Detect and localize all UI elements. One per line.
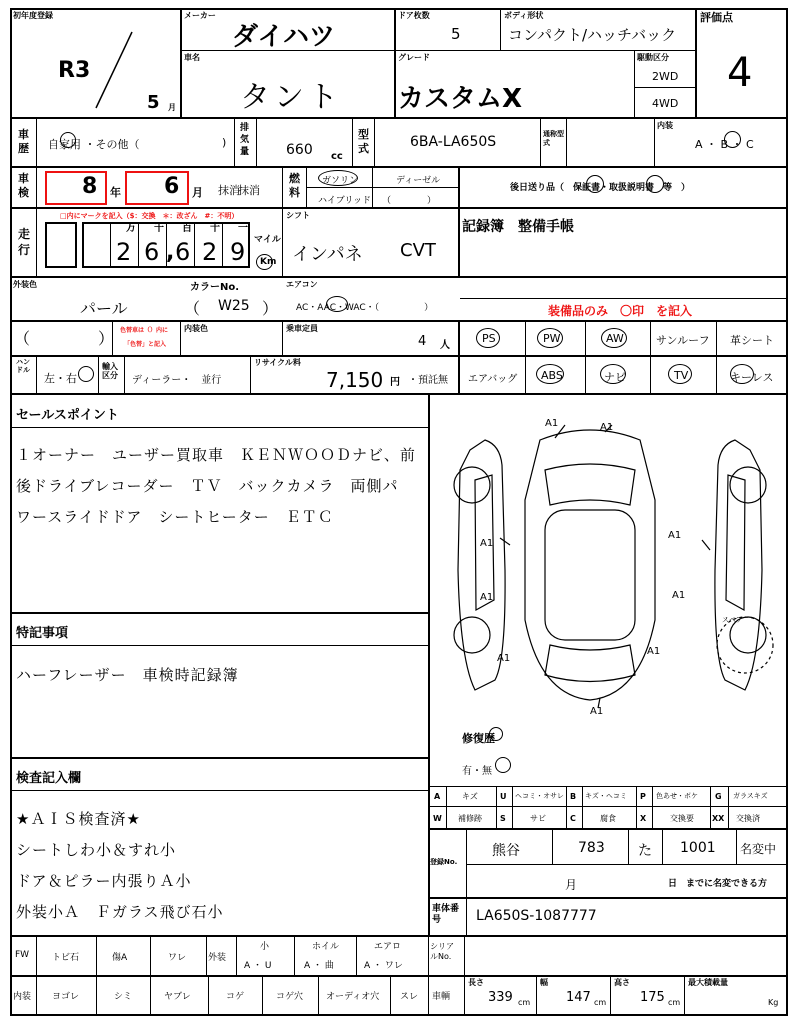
legend-text: ガラスキズ — [733, 792, 768, 800]
mileage-label: 走行 — [18, 227, 31, 257]
divider — [318, 976, 319, 1016]
equipment-sunroof: サンルーフ — [656, 334, 710, 347]
registration-kana: た — [638, 843, 652, 859]
interior-label: 内装 — [657, 121, 673, 130]
divider — [428, 394, 430, 936]
divider — [525, 321, 526, 393]
ac-label: エアコン — [286, 280, 318, 289]
legend-code: C — [570, 814, 576, 823]
handle-value: 左・右 — [44, 372, 77, 385]
legend-text: キズ・ヘコミ — [585, 792, 627, 800]
circle-mark — [60, 132, 76, 148]
color-no-paren-close: ） — [262, 299, 279, 318]
doors-label: ドア枚数 — [398, 11, 430, 20]
inspection-lines — [16, 804, 426, 928]
divider — [736, 830, 737, 864]
divider — [36, 936, 37, 1016]
special-title: 特記事項 — [16, 626, 69, 641]
divider — [634, 50, 635, 118]
divider — [234, 118, 235, 166]
shaken-month: 6 — [164, 174, 180, 199]
first-reg-era: R3 — [58, 58, 91, 83]
sales-title: セールスポイント — [16, 408, 119, 423]
divider — [650, 321, 651, 393]
circle-mark — [256, 254, 273, 270]
drive-label: 駆動区分 — [637, 53, 669, 62]
unit-ichi: 一 — [238, 223, 248, 234]
circle-mark — [318, 170, 358, 186]
divider — [10, 975, 788, 977]
divider — [634, 87, 696, 88]
recycle-label: リサイクル料 — [254, 358, 301, 367]
car-diagram — [440, 410, 780, 710]
length-value: 339 — [488, 990, 513, 1005]
history-close: ) — [222, 136, 227, 149]
body-label: ボディ形状 — [504, 11, 544, 20]
height-unit: cm — [668, 998, 681, 1007]
divider — [96, 936, 97, 1016]
month-unit: 月 — [192, 186, 203, 199]
sales-line: ワースライドドア シートヒーター ＥＴＣ — [16, 508, 334, 526]
ac-value: AC・AAC・WAC・（ ） — [296, 303, 434, 313]
divider — [428, 806, 788, 807]
color-no-paren-open: （ — [184, 299, 201, 318]
legend-text: サビ — [530, 814, 546, 823]
divider — [256, 118, 257, 166]
fuel-gas: ガソリン — [322, 176, 359, 186]
legend-code: U — [500, 792, 507, 801]
registration-label: 登録No. — [430, 858, 458, 866]
divider — [236, 936, 237, 976]
special-lines — [16, 660, 426, 691]
inspection-title: 検査記入欄 — [16, 771, 82, 786]
body-value: コンパクト/ハッチバック — [508, 26, 677, 44]
color-change-note: 「色替」と記入 — [124, 341, 167, 348]
model-label: 型式 — [358, 128, 369, 155]
divider — [695, 8, 697, 118]
mile-unit: マイル — [254, 235, 281, 245]
divider — [10, 427, 428, 428]
recycle-amount: 7,150 — [326, 368, 384, 392]
shaken-label: 車検 — [18, 172, 29, 199]
chassis-label: 車体番号 — [432, 904, 460, 925]
bottom-yabure: ヤブレ — [164, 992, 191, 1002]
divider — [10, 207, 788, 209]
name-change: 名変中 — [740, 842, 777, 856]
interior-color-label: 内装色 — [184, 324, 208, 333]
divider — [10, 757, 428, 759]
circle-mark — [601, 328, 627, 348]
bottom-kogeana: コゲ穴 — [276, 992, 304, 1002]
divider — [500, 8, 501, 50]
sales-lines — [16, 440, 426, 533]
width-value: 147 — [566, 990, 591, 1005]
mileage-digit: 2 — [202, 238, 218, 266]
divider — [428, 786, 788, 787]
capacity-unit: 人 — [440, 340, 450, 351]
shift-position: インパネ — [292, 244, 363, 265]
divider — [636, 786, 637, 829]
inspection-line: 外装小Ａ Ｆガラス飛び石小 — [16, 903, 224, 921]
legend-text: 腐食 — [600, 814, 616, 823]
mileage-box — [45, 222, 77, 268]
registration-region: 熊谷 — [492, 843, 520, 859]
score-label: 評価点 — [700, 11, 733, 24]
divider — [654, 118, 655, 166]
divider — [394, 8, 396, 118]
divider — [460, 298, 788, 299]
unit-juu: 十 — [210, 223, 220, 234]
divider — [262, 976, 263, 1016]
damage-mark: A1 — [668, 530, 682, 541]
bottom-tobiishi: トビ石 — [52, 953, 80, 963]
bottom-wheel-options: A ・ 曲 — [304, 961, 334, 971]
circle-mark — [586, 175, 604, 193]
divider — [610, 976, 611, 1016]
circle-mark — [724, 131, 741, 148]
year-unit: 年 — [110, 186, 121, 199]
displacement-value: 660 — [286, 142, 313, 158]
special-line: ハーフレーザー 車検時記録簿 — [16, 666, 239, 684]
capacity-value: 4 — [418, 334, 427, 349]
divider — [496, 786, 497, 829]
bottom-audio: オーディオ穴 — [326, 992, 380, 1002]
equipment-tv: TV — [674, 369, 689, 382]
divider — [466, 864, 788, 865]
divider — [466, 898, 467, 936]
drive-2wd: 2WD — [652, 70, 679, 83]
damage-mark: A1 — [545, 418, 559, 429]
divider — [356, 936, 357, 976]
fuel-label: 燃料 — [289, 172, 300, 199]
displacement-label: 排気量 — [240, 123, 250, 157]
equipment-airbag: エアバッグ — [468, 374, 518, 385]
divider — [710, 786, 711, 829]
divider — [282, 321, 283, 356]
history-value: 自家用 ・その他（ — [48, 138, 140, 151]
divider — [374, 118, 375, 166]
circle-mark — [600, 364, 626, 384]
maker-label: メーカー — [184, 11, 216, 20]
mileage-digit: 9 — [230, 238, 246, 266]
legend-text: 補修跡 — [458, 814, 482, 823]
history-label: 車歴 — [18, 128, 29, 155]
mileage-digit: 2 — [116, 238, 132, 266]
car-name-value: タント — [240, 80, 342, 115]
legend-text: キズ — [462, 792, 478, 801]
divider — [208, 976, 209, 1016]
legend-code: A — [434, 792, 441, 801]
legend-text: 交換済 — [736, 814, 760, 823]
legend-code: P — [640, 792, 646, 801]
divider — [110, 222, 111, 268]
divider — [684, 976, 685, 1016]
bottom-shimi: シミ — [114, 992, 133, 1002]
divider — [446, 786, 447, 829]
circle-mark — [326, 296, 348, 312]
dealer-value: ディーラー・ 並行 — [132, 375, 222, 386]
equipment-ps: PS — [482, 332, 496, 345]
divider — [10, 935, 788, 937]
kg-unit: Kg — [768, 998, 779, 1007]
divider — [36, 208, 37, 277]
divider — [390, 976, 391, 1016]
bottom-yogore: ヨゴレ — [52, 992, 80, 1002]
maker-value: ダイハツ — [232, 22, 335, 52]
registration-number: 1001 — [680, 840, 716, 856]
divider — [10, 117, 788, 119]
circle-mark — [536, 364, 564, 384]
exterior-label: 外装色 — [13, 280, 37, 289]
equipment-leather: 革シート — [730, 334, 774, 347]
exterior-value: パール — [80, 299, 128, 318]
damage-mark: A1 — [480, 538, 494, 549]
legend-code: XX — [712, 814, 725, 823]
drive-4wd: 4WD — [652, 97, 679, 110]
fuel-diesel: ディーゼル — [396, 176, 441, 186]
handle-label: ハンドル — [16, 358, 30, 374]
interior-value: A ・ B ・ C — [695, 138, 754, 151]
legend-code: X — [640, 814, 647, 823]
circle-mark — [646, 175, 664, 193]
sales-line: １オーナー ユーザー買取車 ＫＥＮＷＯＯＤナビ、前 — [16, 446, 416, 464]
yen-unit: 円 — [390, 377, 400, 388]
divider — [250, 356, 251, 394]
import-label: 輸入区分 — [102, 362, 118, 380]
equipment-keyless: キーレス — [730, 371, 774, 384]
equipment-pw: PW — [543, 332, 561, 345]
bottom-exterior: 外装 — [208, 953, 227, 963]
inspection-line: シートしわ小＆すれ小 — [16, 841, 177, 859]
divider — [194, 222, 195, 268]
legend-text: 交換要 — [670, 814, 694, 823]
divider — [180, 321, 181, 356]
cc-unit: cc — [331, 151, 343, 162]
width-label: 幅 — [540, 978, 548, 987]
first-reg-month: 5 — [147, 92, 160, 113]
grade-label: グレード — [398, 53, 430, 62]
circle-mark — [489, 727, 503, 741]
mileage-separator: , — [166, 240, 175, 265]
length-unit: cm — [518, 998, 531, 1007]
max-load-label: 最大積載量 — [688, 978, 728, 987]
inspection-line: ドア＆ピラー内張りＡ小 — [16, 872, 192, 890]
divider — [124, 356, 125, 394]
divider — [728, 786, 729, 829]
shift-label: シフト — [286, 211, 310, 220]
damage-mark: A1 — [600, 422, 614, 433]
month-unit: 月 — [168, 103, 176, 112]
divider — [428, 897, 788, 899]
divider — [36, 356, 37, 394]
circle-mark — [495, 757, 511, 773]
equipment-navi: ナビ — [604, 371, 626, 384]
circle-mark — [730, 364, 754, 384]
damage-mark: A1 — [497, 653, 511, 664]
divider — [10, 790, 428, 791]
score-value: 4 — [727, 50, 753, 96]
slash-mark — [90, 30, 140, 110]
divider — [180, 8, 182, 118]
divider — [428, 828, 788, 830]
divider — [10, 645, 428, 646]
deregistered: 抹消 — [218, 184, 240, 197]
color-no-value: W25 — [218, 298, 250, 314]
legend-text: 色あせ・ボケ — [656, 792, 698, 800]
divider — [10, 355, 788, 357]
bottom-interior: 内装 — [13, 992, 32, 1002]
bottom-small: 小 — [260, 942, 270, 952]
divider — [566, 118, 567, 166]
equipment-aw: AW — [606, 332, 624, 345]
registration-month-unit: 月 — [565, 878, 578, 892]
unit-man: 万 — [126, 223, 136, 234]
length-label: 長さ — [468, 978, 484, 987]
paren-close: ） — [98, 329, 115, 348]
legend-code: S — [500, 814, 506, 823]
shaken-year: 8 — [82, 174, 98, 199]
fuel-hybrid: ハイブリッド — [318, 196, 372, 206]
deregistered-text: 抹消 — [238, 184, 260, 197]
damage-mark: A1 — [480, 592, 494, 603]
bottom-wheel: ホイル — [312, 942, 340, 952]
divider — [138, 222, 139, 268]
mileage-note: □内にマークを記入（$：交換 ＊：改ざん #：不明） — [60, 212, 239, 220]
bottom-kizu-a: 傷A — [112, 953, 128, 963]
divider — [536, 976, 537, 1016]
divider — [352, 118, 353, 166]
circle-mark — [78, 366, 94, 382]
damage-mark: A1 — [672, 590, 686, 601]
divider — [222, 222, 223, 268]
car-name-label: 車名 — [184, 53, 200, 62]
divider — [36, 118, 37, 166]
doors-value: 5 — [451, 25, 461, 43]
divider — [585, 321, 586, 393]
color-change-note: 色替車は（）内に — [120, 327, 169, 334]
bottom-aero: エアロ — [374, 942, 402, 952]
registration-deadline: 日 までに名変できる方 — [668, 879, 768, 889]
divider — [582, 786, 583, 829]
damage-mark: A1 — [590, 706, 604, 717]
divider — [282, 167, 283, 277]
circle-mark — [668, 364, 692, 384]
divider — [552, 830, 553, 864]
records: 記録簿 整備手帳 — [462, 219, 574, 235]
legend-code: G — [715, 792, 722, 801]
size-label: 車輌 — [432, 992, 451, 1002]
height-value: 175 — [640, 990, 665, 1005]
unit-sen: 千 — [154, 223, 164, 234]
divider — [716, 321, 717, 393]
deposit: ・預託無 — [408, 375, 448, 386]
equipment-abs: ABS — [541, 369, 563, 382]
width-unit: cm — [594, 998, 607, 1007]
divider — [464, 936, 465, 1016]
divider — [566, 786, 567, 829]
model-value: 6BA-LA650S — [410, 134, 497, 150]
km-unit: Km — [260, 257, 277, 267]
mileage-digit: 6 — [144, 238, 160, 266]
bottom-aero-options: A ・ ワレ — [364, 961, 403, 971]
circle-mark — [537, 328, 563, 348]
divider — [294, 936, 295, 976]
fuel-other: （ ） — [382, 196, 437, 206]
height-label: 高さ — [614, 978, 630, 987]
repair-label: 修復歴 — [462, 732, 495, 745]
legend-code: B — [570, 792, 577, 801]
divider — [652, 786, 653, 829]
divider — [458, 321, 460, 393]
divider — [512, 786, 513, 829]
spare-label: スペア — [722, 616, 743, 624]
color-no-label: カラーNo. — [190, 282, 240, 293]
grade-value: カスタムX — [398, 84, 523, 114]
sales-line: 後ドライブレコーダー ＴＶ バックカメラ 両側パ — [16, 477, 399, 495]
bottom-fw: FW — [15, 950, 30, 960]
legend-text: ヘコミ・オサレ — [515, 792, 564, 800]
divider — [306, 187, 458, 188]
divider — [98, 356, 99, 394]
common-model-label: 通称型式 — [543, 130, 564, 147]
bottom-sure: スレ — [400, 992, 419, 1002]
legend-code: W — [433, 814, 442, 823]
serial-label: シリアルNo. — [430, 942, 454, 961]
accessories: 後日送り品（ 保証書・取扱説明書 等 ） — [510, 183, 691, 193]
divider — [458, 167, 460, 277]
circle-mark — [476, 328, 500, 348]
equipment-title: 装備品のみ 〇印 を記入 — [548, 304, 693, 318]
repair-options: 有・無 — [462, 766, 492, 777]
chassis-value: LA650S-1087777 — [476, 908, 597, 924]
unit-hyaku: 百 — [182, 223, 192, 234]
shaken-year-box — [45, 171, 107, 205]
bottom-small-options: A ・ U — [244, 961, 272, 971]
inspection-line: ★ＡＩＳ検査済★ — [16, 810, 141, 828]
divider — [150, 936, 151, 1016]
divider — [36, 167, 37, 208]
divider — [206, 936, 207, 976]
bottom-koge: コゲ — [226, 992, 245, 1002]
mileage-digit: 6 — [175, 238, 191, 266]
divider — [662, 830, 663, 864]
divider — [10, 320, 788, 322]
divider — [628, 830, 629, 864]
registration-class: 783 — [578, 840, 605, 856]
divider — [428, 936, 429, 1016]
divider — [10, 276, 788, 278]
divider — [10, 166, 788, 168]
capacity-label: 乗車定員 — [286, 324, 318, 333]
first-reg-label: 初年度登録 — [13, 11, 53, 20]
paren-open: （ — [14, 329, 31, 348]
shaken-month-box — [125, 171, 189, 205]
divider — [10, 393, 788, 395]
divider — [10, 612, 428, 614]
damage-mark: A1 — [647, 646, 661, 657]
bottom-ware: ワレ — [168, 953, 187, 963]
divider — [540, 118, 541, 166]
shift-type: CVT — [400, 240, 436, 261]
